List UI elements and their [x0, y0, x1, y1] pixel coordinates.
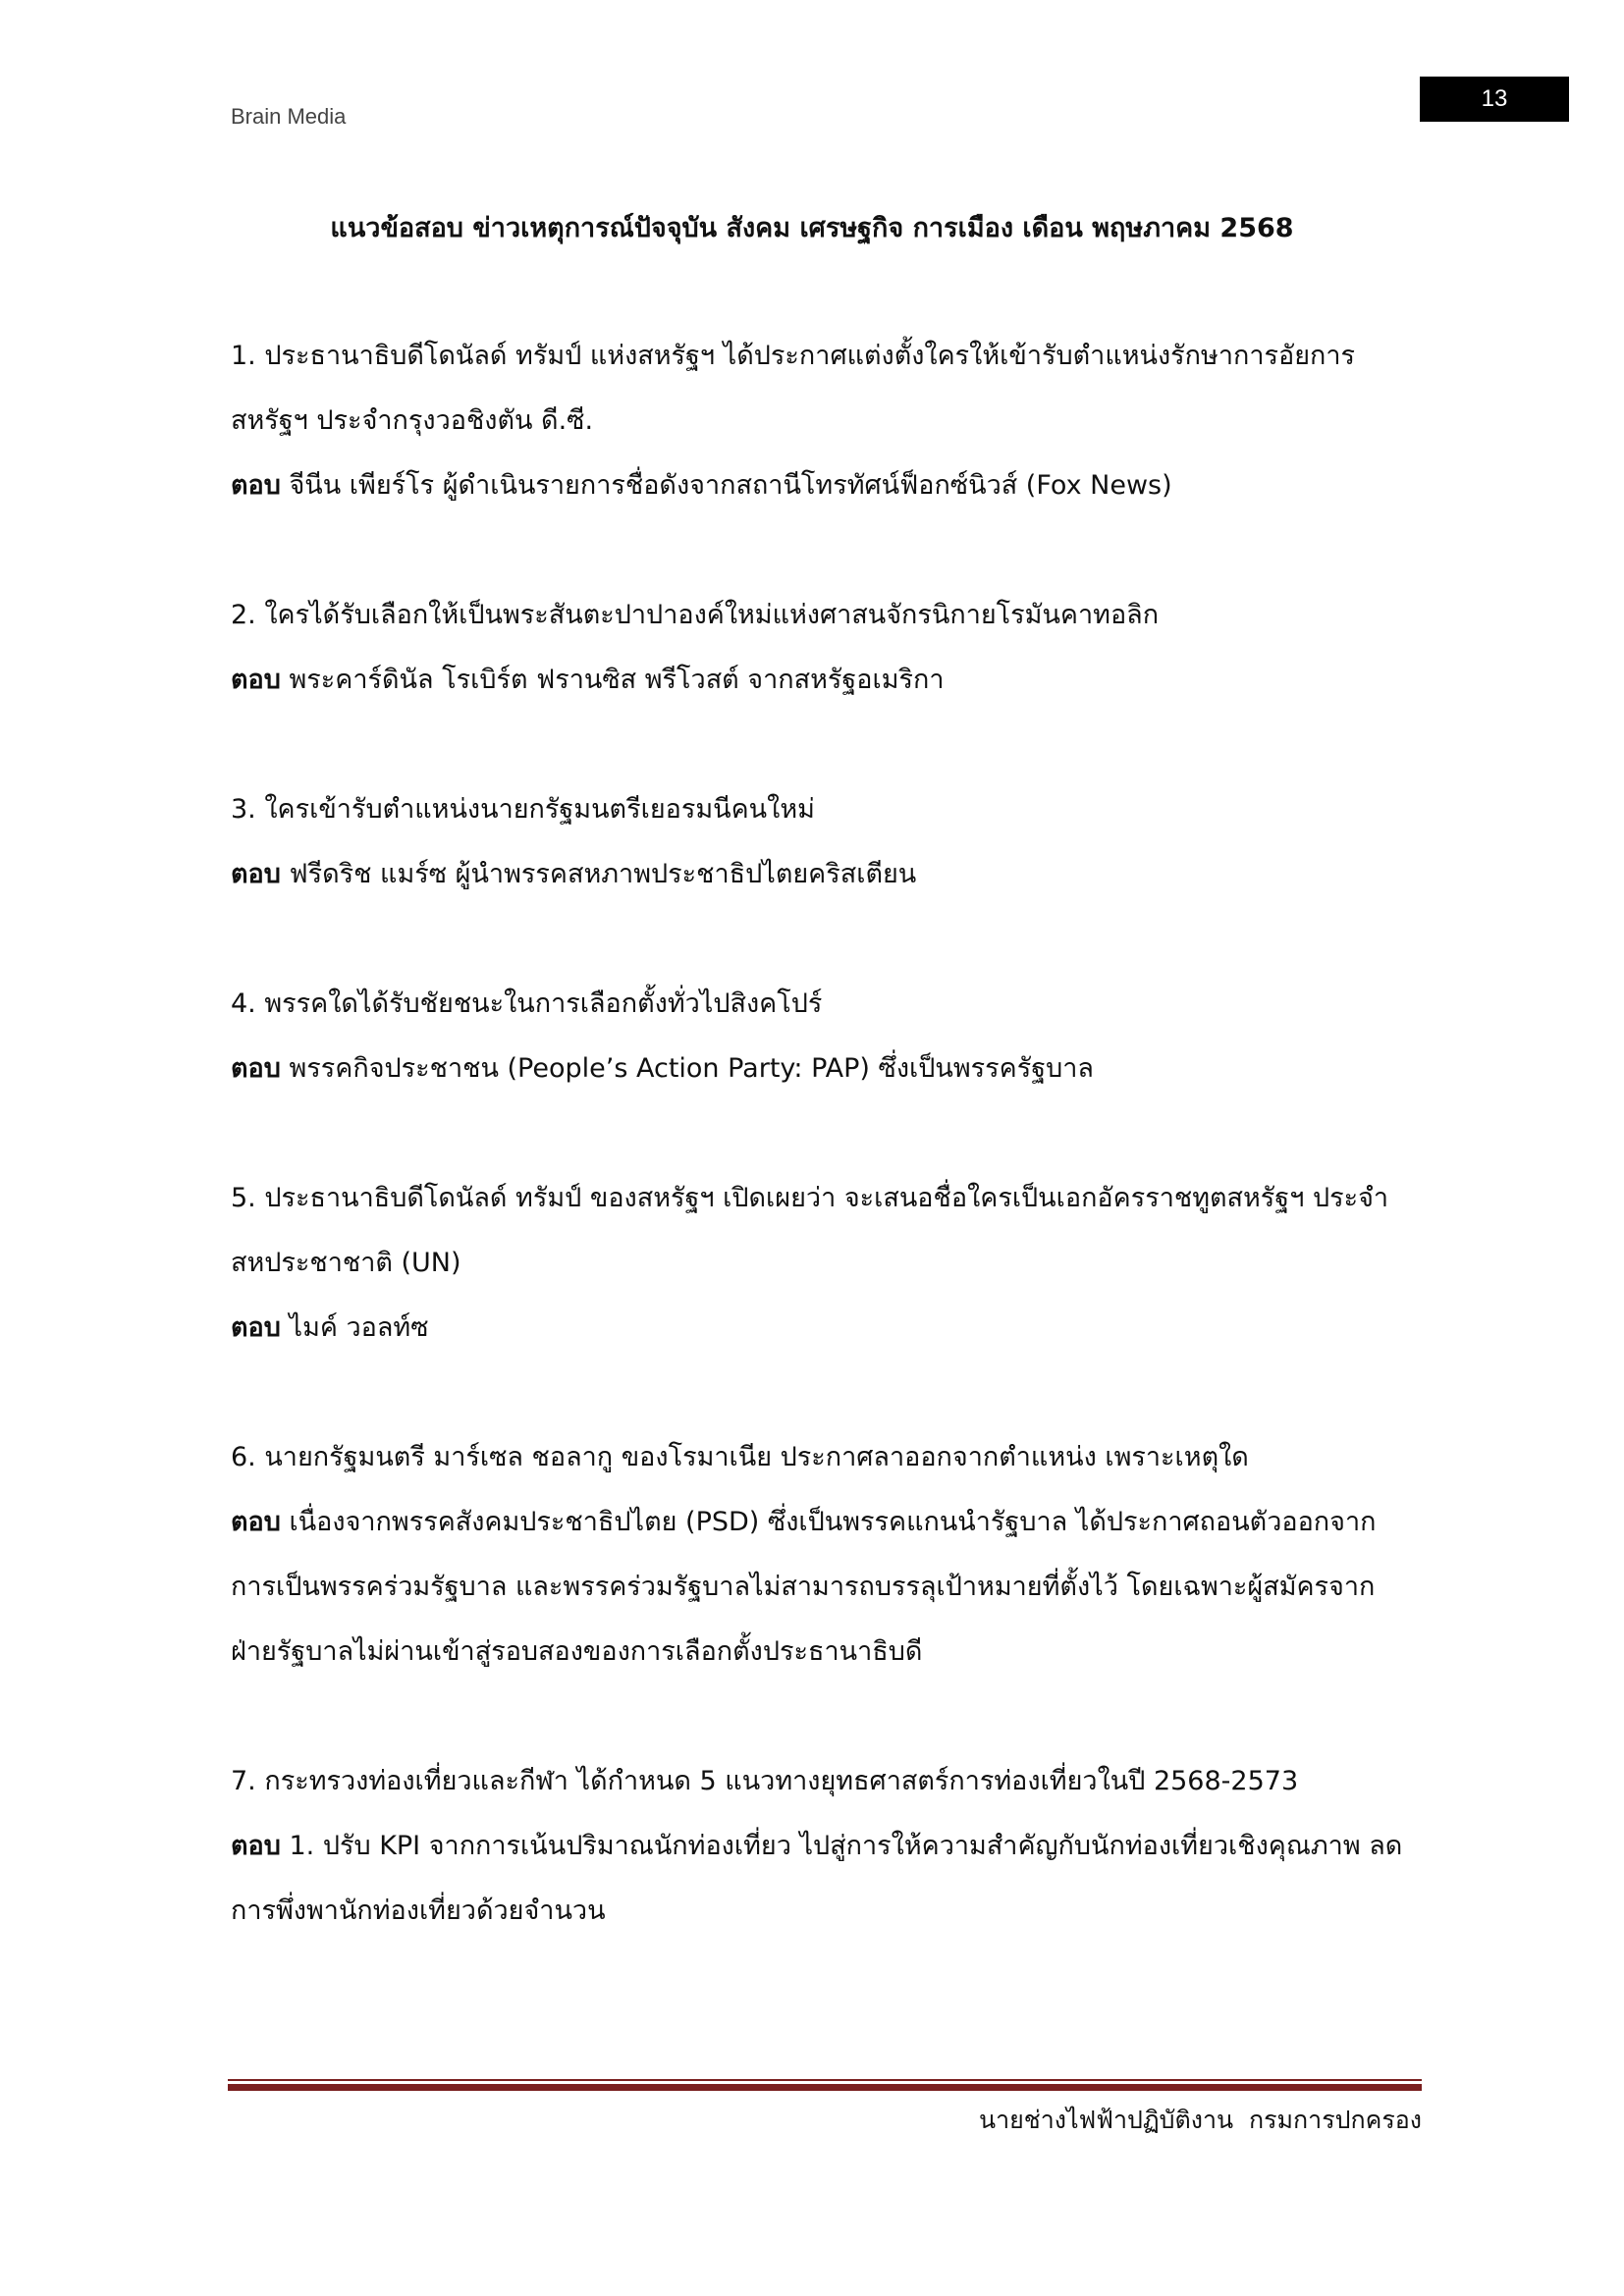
answer-label: ตอบ	[231, 665, 281, 695]
question-text: 4. พรรคใดได้รับชัยชนะในการเลือกตั้งทั่วไปสิงคโปร์	[231, 988, 823, 1019]
answer	[231, 1814, 1419, 1944]
answer	[231, 1490, 1419, 1684]
page-number: 13	[1420, 77, 1569, 122]
answer-text: พรรคกิจประชาชน (People’s Action Party: PAP) ซึ่งเป็นพรรครัฐบาล	[289, 1053, 1094, 1084]
answer	[231, 1296, 1419, 1361]
footer-text: นายช่างไฟฟ้าปฏิบัติงาน กรมการปกครอง	[978, 2106, 1422, 2134]
answer-label: ตอบ	[231, 1053, 281, 1084]
answer-text: เนื่องจากพรรคสังคมประชาธิปไตย (PSD) ซึ่งเป็นพรรคแกนนำรัฐบาล ได้ประกาศถอนตัวออกจากการเป็นพรรคร่วมรัฐบาล และพรรคร่วมรัฐบาลไม่สามารถบรรลุเป้าหมายที่ตั้งไว้ โดยเฉพาะผู้สมัครจากฝ่ายรัฐบาลไม่ผ่านเข้าสู่รอบสองของการเลือกตั้งประธานาธิบดี	[231, 1507, 1377, 1667]
qa-item	[231, 1749, 1419, 1944]
question-text: 3. ใครเข้ารับตำแหน่งนายกรัฐมนตรีเยอรมนีคนใหม่	[231, 794, 815, 825]
answer-label: ตอบ	[231, 1507, 281, 1537]
footer-divider-thin	[228, 2079, 1422, 2081]
qa-item	[231, 324, 1419, 518]
answer	[231, 648, 1419, 713]
qa-item	[231, 1425, 1419, 1684]
answer-label: ตอบ	[231, 470, 281, 501]
answer-label: ตอบ	[231, 1312, 281, 1343]
answer-text: ฟรีดริช แมร์ซ ผู้นำพรรคสหภาพประชาธิปไตยคริสเตียน	[289, 859, 917, 889]
answer-text: พระคาร์ดินัล โรเบิร์ต ฟรานซิส พรีโวสต์ จากสหรัฐอเมริกา	[289, 665, 945, 695]
qa-item	[231, 972, 1419, 1101]
answer-text: 1. ปรับ KPI จากการเน้นปริมาณนักท่องเที่ยว ไปสู่การให้ความสำคัญกับนักท่องเที่ยวเชิงคุณภาพ ลดการพึ่งพานักท่องเที่ยวด้วยจำนวน	[231, 1831, 1403, 1926]
qa-item	[231, 777, 1419, 907]
header-brand: Brain Media	[231, 104, 347, 129]
answer	[231, 1037, 1419, 1101]
question-text: 2. ใครได้รับเลือกให้เป็นพระสันตะปาปาองค์ใหม่แห่งศาสนจักรนิกายโรมันคาทอลิก	[231, 600, 1160, 630]
answer	[231, 842, 1419, 907]
qa-item	[231, 1166, 1419, 1361]
answer-text: ไมค์ วอลท์ซ	[289, 1312, 429, 1343]
answer-text: จีนีน เพียร์โร ผู้ดำเนินรายการชื่อดังจากสถานีโทรทัศน์ฟ็อกซ์นิวส์ (Fox News)	[289, 470, 1172, 501]
qa-list	[231, 324, 1419, 2008]
question-text: 5. ประธานาธิบดีโดนัลด์ ทรัมป์ ของสหรัฐฯ เปิดเผยว่า จะเสนอชื่อใครเป็นเอกอัครราชทูตสหรัฐฯ ประจำสหประชาชาติ (UN)	[231, 1183, 1389, 1278]
question-text: 7. กระทรวงท่องเที่ยวและกีฬา ได้กำหนด 5 แนวทางยุทธศาสตร์การท่องเที่ยวในปี 2568-2573	[231, 1766, 1299, 1796]
answer-label: ตอบ	[231, 1831, 281, 1861]
qa-item	[231, 583, 1419, 713]
answer-label: ตอบ	[231, 859, 281, 889]
document-title: แนวข้อสอบ ข่าวเหตุการณ์ปัจจุบัน สังคม เศรษฐกิจ การเมือง เดือน พฤษภาคม 2568	[330, 213, 1294, 243]
question-text: 6. นายกรัฐมนตรี มาร์เซล ชอลากู ของโรมาเนีย ประกาศลาออกจากตำแหน่ง เพราะเหตุใด	[231, 1442, 1249, 1472]
question-text: 1. ประธานาธิบดีโดนัลด์ ทรัมป์ แห่งสหรัฐฯ ได้ประกาศแต่งตั้งใครให้เข้ารับตำแหน่งรักษาการอัยการสหรัฐฯ ประจำกรุงวอชิงตัน ดี.ซี.	[231, 341, 1356, 436]
answer	[231, 454, 1419, 518]
footer-divider-thick	[228, 2084, 1422, 2091]
